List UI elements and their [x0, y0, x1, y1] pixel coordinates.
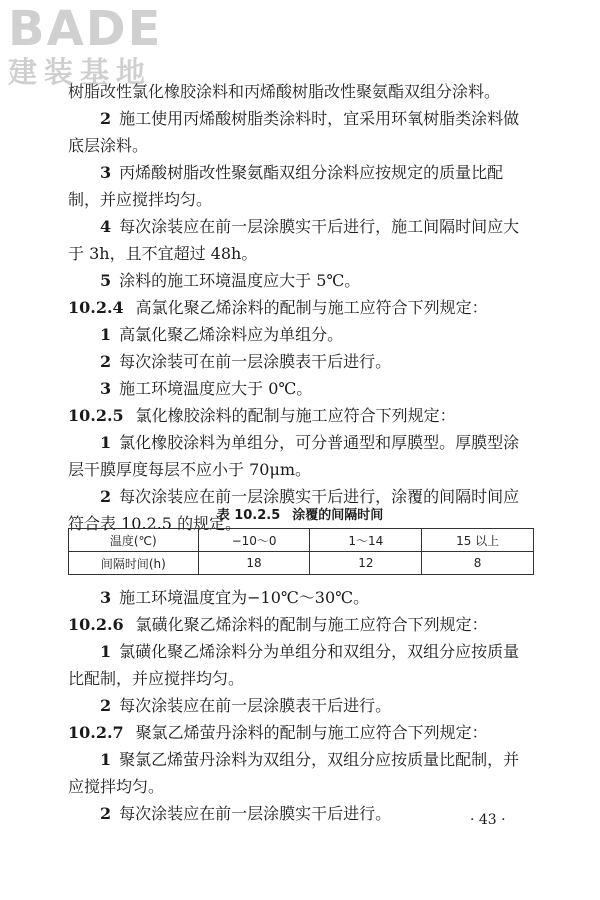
- watermark-logo: [8, 1, 178, 89]
- paragraph-line: 底层涂料。: [68, 136, 149, 155]
- list-item: 2 每次涂装应在前一层涂膜表干后进行。: [100, 696, 392, 715]
- paragraph-line: 层干膜厚度每层不应小于 70μm。: [68, 460, 312, 479]
- paragraph-line: 比配制，并应搅拌均匀。: [68, 669, 245, 688]
- table-row: [69, 552, 534, 575]
- interval-table: [68, 528, 534, 575]
- paragraph-line: 树脂改性氯化橡胶涂料和丙烯酸树脂改性聚氨酯双组分涂料。: [68, 82, 501, 101]
- list-item: 1 聚氯乙烯萤丹涂料为双组分，双组分应按质量比配制，并: [100, 750, 520, 769]
- paragraph-line: 应搅拌均匀。: [68, 777, 165, 796]
- table-cell: 15 以上: [422, 529, 534, 552]
- list-item: 3 丙烯酸树脂改性聚氨酯双组分涂料应按规定的质量比配: [100, 163, 504, 182]
- list-item: 4 每次涂装应在前一层涂膜实干后进行，施工间隔时间应大: [100, 217, 520, 236]
- watermark-brand: BADE: [8, 1, 163, 57]
- page-number: · 43 ·: [470, 812, 506, 828]
- list-item: 2 每次涂装可在前一层涂膜表干后进行。: [100, 352, 392, 371]
- table-caption: 表 10.2.5 涂覆的间隔时间: [216, 508, 384, 523]
- paragraph-line: 制，并应搅拌均匀。: [68, 190, 213, 209]
- table-cell: −10～0: [198, 529, 310, 552]
- table-cell: 18: [198, 552, 310, 575]
- list-item: 2 每次涂装应在前一层涂膜实干后进行，涂覆的间隔时间应: [100, 487, 520, 506]
- table-header-row: [69, 529, 534, 552]
- table-cell: 间隔时间(h): [69, 552, 199, 575]
- list-item: 2 每次涂装应在前一层涂膜实干后进行。: [100, 804, 392, 823]
- list-item: 3 施工环境温度宜为−10℃～30℃。: [100, 588, 370, 607]
- table-cell: 1～14: [310, 529, 422, 552]
- clause-heading: 10.2.6 氯磺化聚乙烯涂料的配制与施工应符合下列规定：: [68, 615, 488, 634]
- table-cell: 温度(℃): [69, 529, 199, 552]
- table-cell: 8: [422, 552, 534, 575]
- clause-heading: 10.2.5 氯化橡胶涂料的配制与施工应符合下列规定：: [68, 406, 456, 425]
- list-item: 1 高氯化聚乙烯涂料应为单组分。: [100, 325, 344, 344]
- paragraph-line: 符合表 10.2.5 的规定。: [68, 514, 242, 533]
- list-item: 1 氯化橡胶涂料为单组分，可分普通型和厚膜型。厚膜型涂: [100, 433, 520, 452]
- list-item: 2 施工使用丙烯酸树脂类涂料时，宜采用环氧树脂类涂料做: [100, 109, 520, 128]
- table-cell: 12: [310, 552, 422, 575]
- paragraph-line: 于 3h，且不宜超过 48h。: [68, 244, 258, 263]
- clause-heading: 10.2.4 高氯化聚乙烯涂料的配制与施工应符合下列规定：: [68, 298, 488, 317]
- list-item: 3 施工环境温度应大于 0℃。: [100, 379, 313, 398]
- list-item: 1 氯磺化聚乙烯涂料分为单组分和双组分，双组分应按质量: [100, 642, 520, 661]
- list-item: 5 涂料的施工环境温度应大于 5℃。: [100, 271, 361, 290]
- clause-heading: 10.2.7 聚氯乙烯萤丹涂料的配制与施工应符合下列规定：: [68, 723, 488, 742]
- watermark-subtitle: 建装基地: [8, 55, 153, 89]
